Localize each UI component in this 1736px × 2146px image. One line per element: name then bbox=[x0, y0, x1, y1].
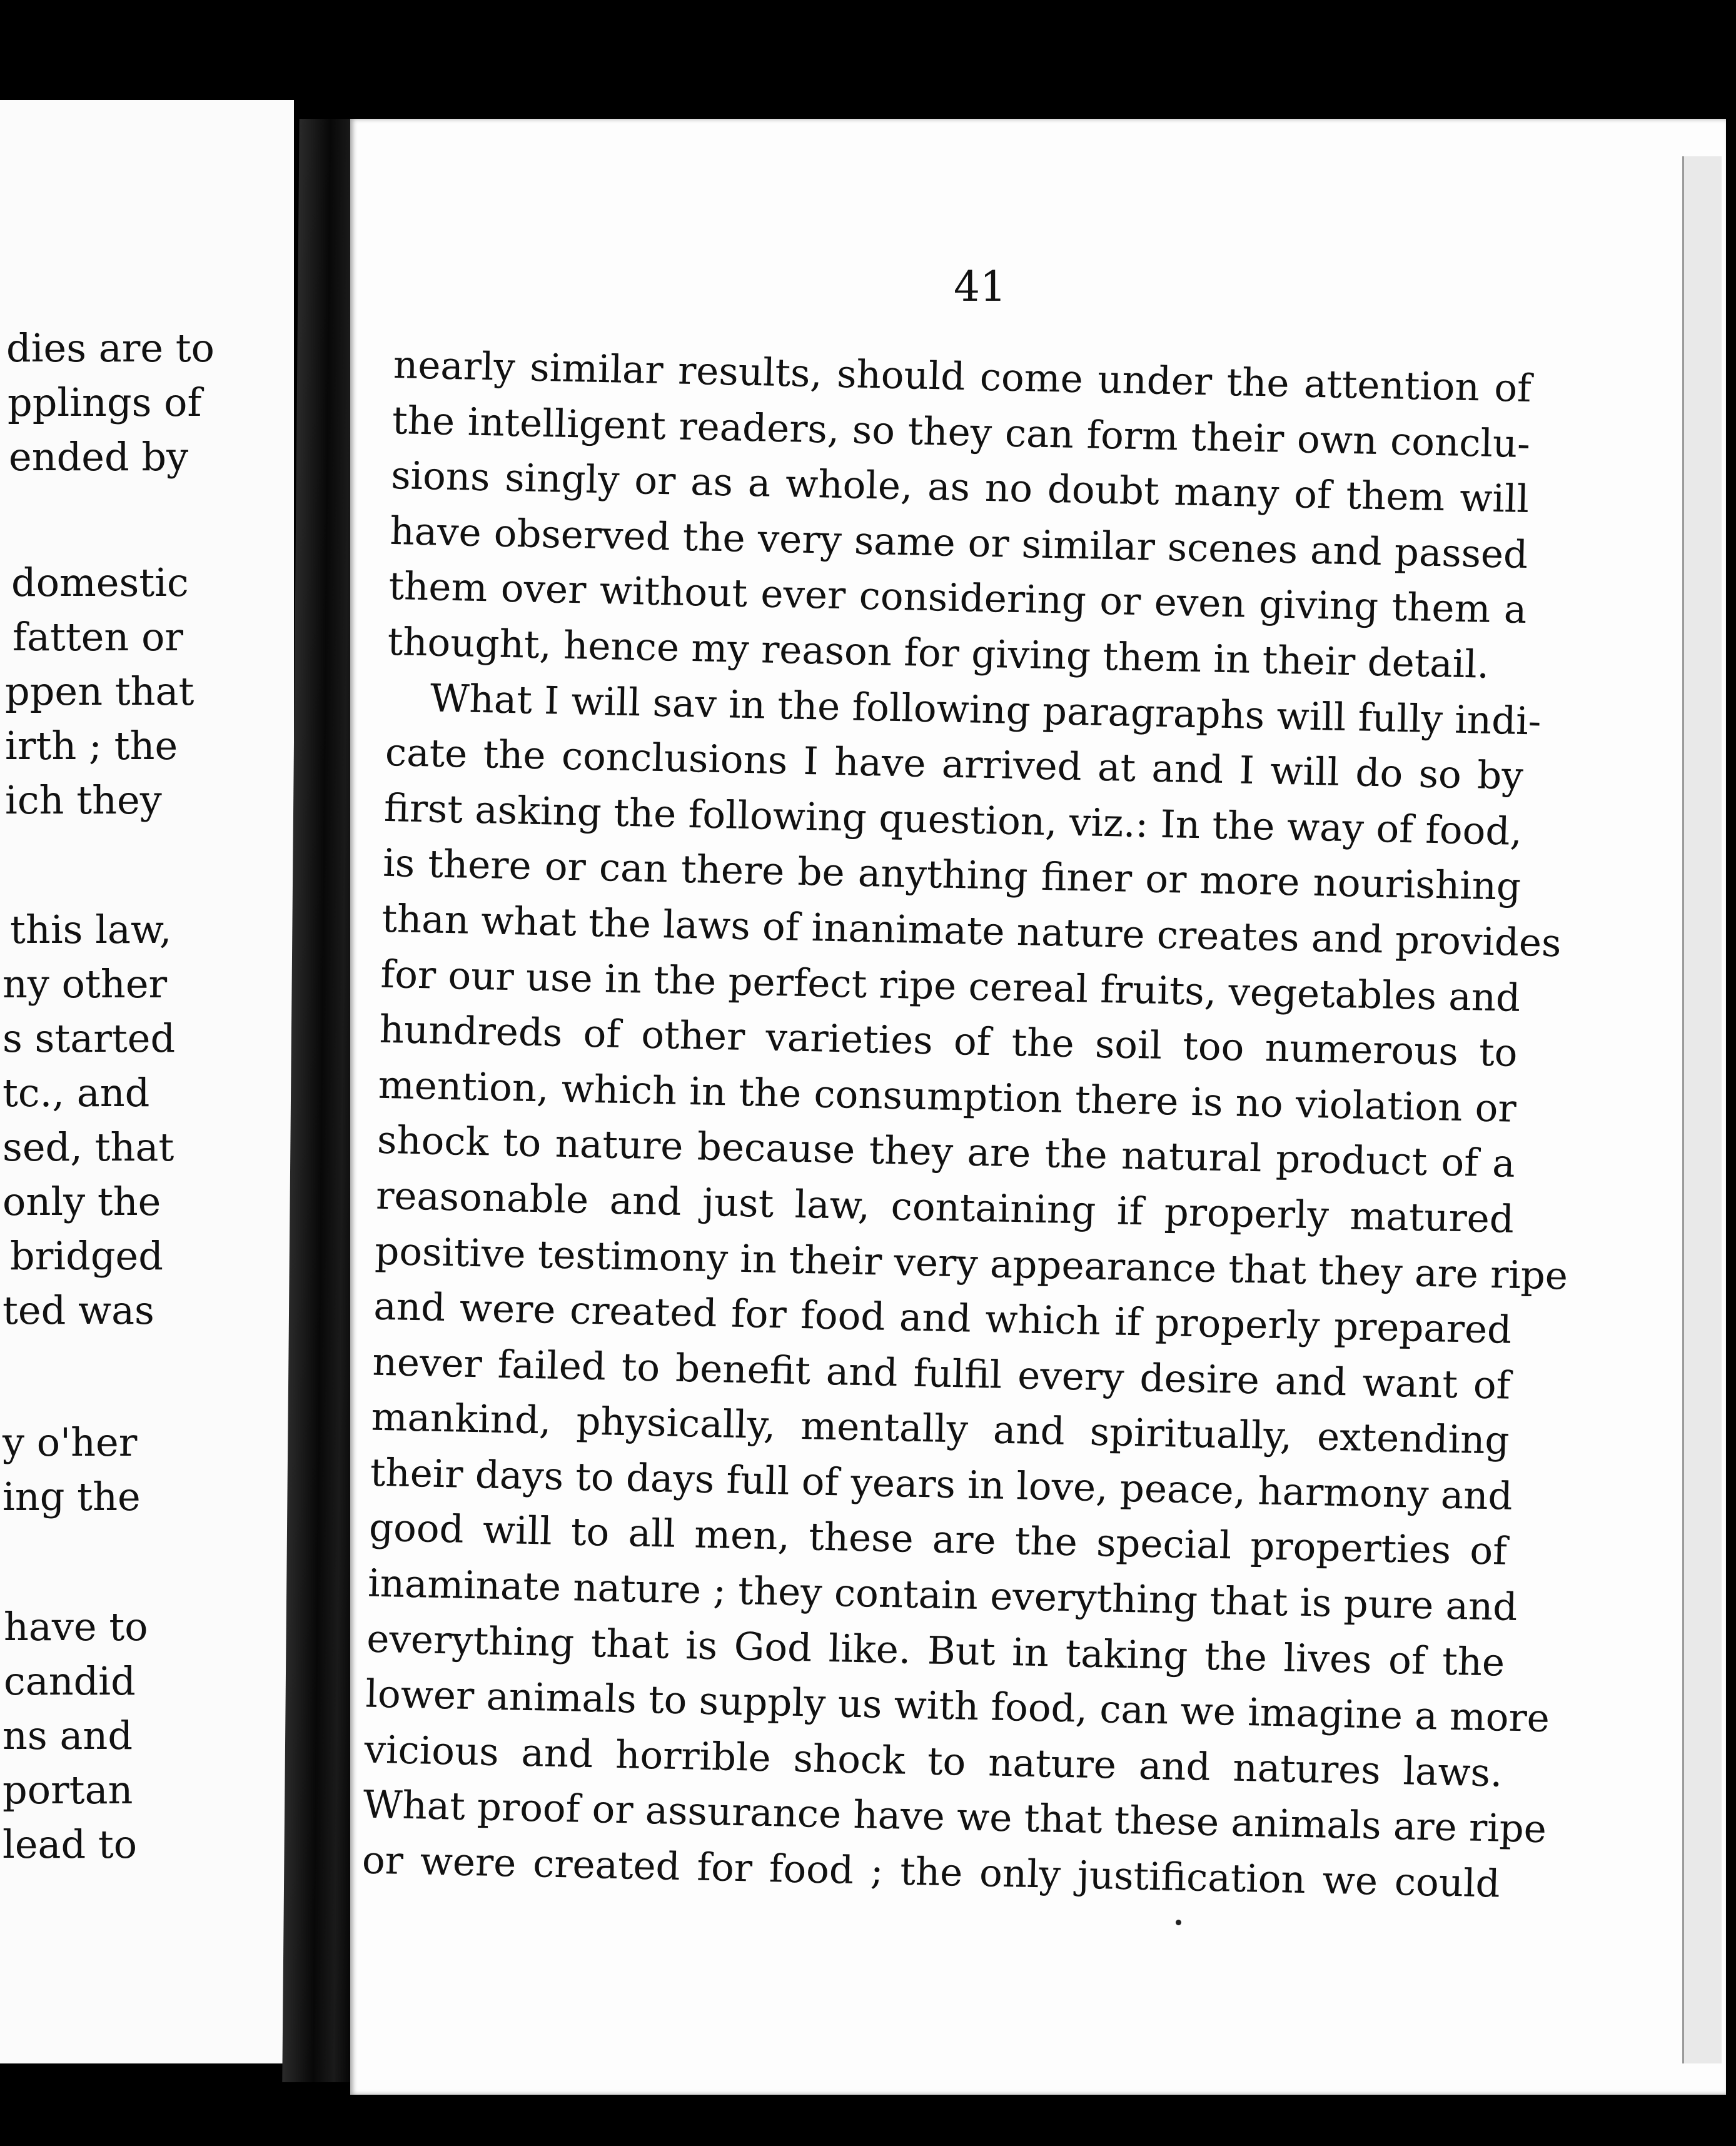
left-page-line: sed, that bbox=[3, 1124, 174, 1170]
text-line: them over without ever considering or even giving them a bbox=[388, 564, 1528, 633]
left-page-line: ing the bbox=[3, 1474, 141, 1519]
left-page bbox=[0, 100, 294, 2063]
text-line: hundreds of other varieties of the soil too numerous to bbox=[379, 1007, 1518, 1076]
left-page-line: portan bbox=[3, 1767, 133, 1813]
left-page-line: ppen that bbox=[5, 668, 194, 714]
text-line: good will to all men, these are the special properties of bbox=[368, 1506, 1508, 1574]
text-line: the intelligent readers, so they can form their own conclu- bbox=[391, 398, 1531, 466]
text-line: everything that is God like. But in taking the lives of the bbox=[366, 1616, 1505, 1685]
text-line: never failed to benefit and fulfil every desire and want of bbox=[371, 1339, 1511, 1408]
text-line: shock to nature because they are the natural product of a bbox=[376, 1118, 1516, 1187]
text-line: have observed the very same or similar scenes and passed bbox=[389, 508, 1528, 577]
left-page-line: domestic bbox=[11, 560, 189, 605]
page-edge bbox=[1682, 156, 1722, 2063]
text-line: mankind, physically, mentally and spiritually, extending bbox=[371, 1394, 1510, 1464]
left-page-line: dies are to bbox=[6, 325, 214, 371]
left-page-line: candid bbox=[4, 1658, 136, 1704]
text-line: lower animals to supply us with food, can we imagine a more bbox=[365, 1671, 1550, 1741]
text-line: for our use in the perfect ripe cereal fruits, vegetables and bbox=[380, 952, 1521, 1020]
text-line: and were created for food and which if properly prepared bbox=[373, 1284, 1512, 1353]
left-page-line: only the bbox=[3, 1179, 161, 1224]
text-line: thought, hence my reason for giving them in their detail. bbox=[387, 619, 1490, 687]
left-page-line: irth ; the bbox=[5, 723, 178, 768]
left-page-line: have to bbox=[4, 1604, 148, 1650]
left-page-line: s started bbox=[3, 1015, 176, 1061]
text-line: is there or can there be anything finer or more nourishing bbox=[382, 841, 1522, 910]
text-line: inaminate nature ; they contain everything that is pure and bbox=[367, 1561, 1518, 1630]
left-page-line: bridged bbox=[10, 1233, 163, 1279]
left-page-line: tc., and bbox=[3, 1070, 150, 1116]
left-page-line: ted was bbox=[3, 1287, 154, 1333]
text-line: reasonable and just law, containing if properly matured bbox=[375, 1173, 1515, 1242]
text-line: their days to days full of years in love, peace, harmony and bbox=[370, 1450, 1513, 1519]
left-page-line: fatten or bbox=[13, 614, 184, 660]
text-line: What I will sav in the following paragraphs will fully indi- bbox=[430, 675, 1542, 744]
left-page-line: ny other bbox=[3, 961, 168, 1007]
left-page-line: y o'her bbox=[3, 1419, 138, 1465]
ink-speck bbox=[1176, 1920, 1181, 1925]
left-page-line: ich they bbox=[5, 777, 162, 823]
text-line: or were created for food ; the only justification we could bbox=[361, 1838, 1501, 1907]
text-line: What proof or assurance have we that these animals are ripe bbox=[363, 1782, 1547, 1852]
left-page-line: lead to bbox=[3, 1821, 138, 1867]
page-number: 41 bbox=[954, 263, 1006, 311]
left-page-line: this law, bbox=[10, 907, 172, 952]
text-line: first asking the following question, viz.: In the way of food, bbox=[383, 785, 1523, 854]
left-page-line: ended by bbox=[9, 434, 189, 480]
body-text bbox=[361, 338, 1568, 1912]
text-line: positive testimony in their very appearance that they are ripe bbox=[374, 1229, 1568, 1299]
text-line: nearly similar results, should come under the attention of bbox=[393, 342, 1532, 411]
left-page-line: ns and bbox=[3, 1713, 133, 1758]
text-line: sions singly or as a whole, as no doubt many of them will bbox=[390, 453, 1530, 522]
text-line: than what the laws of inanimate nature creates and provides bbox=[381, 896, 1562, 966]
text-line: mention, which in the consumption there is no violation or bbox=[378, 1062, 1517, 1131]
left-page-line: pplings of bbox=[8, 380, 202, 425]
text-line: vicious and horrible shock to nature and natures laws. bbox=[363, 1727, 1503, 1796]
text-line: cate the conclusions I have arrived at and I will do so by bbox=[385, 730, 1524, 799]
